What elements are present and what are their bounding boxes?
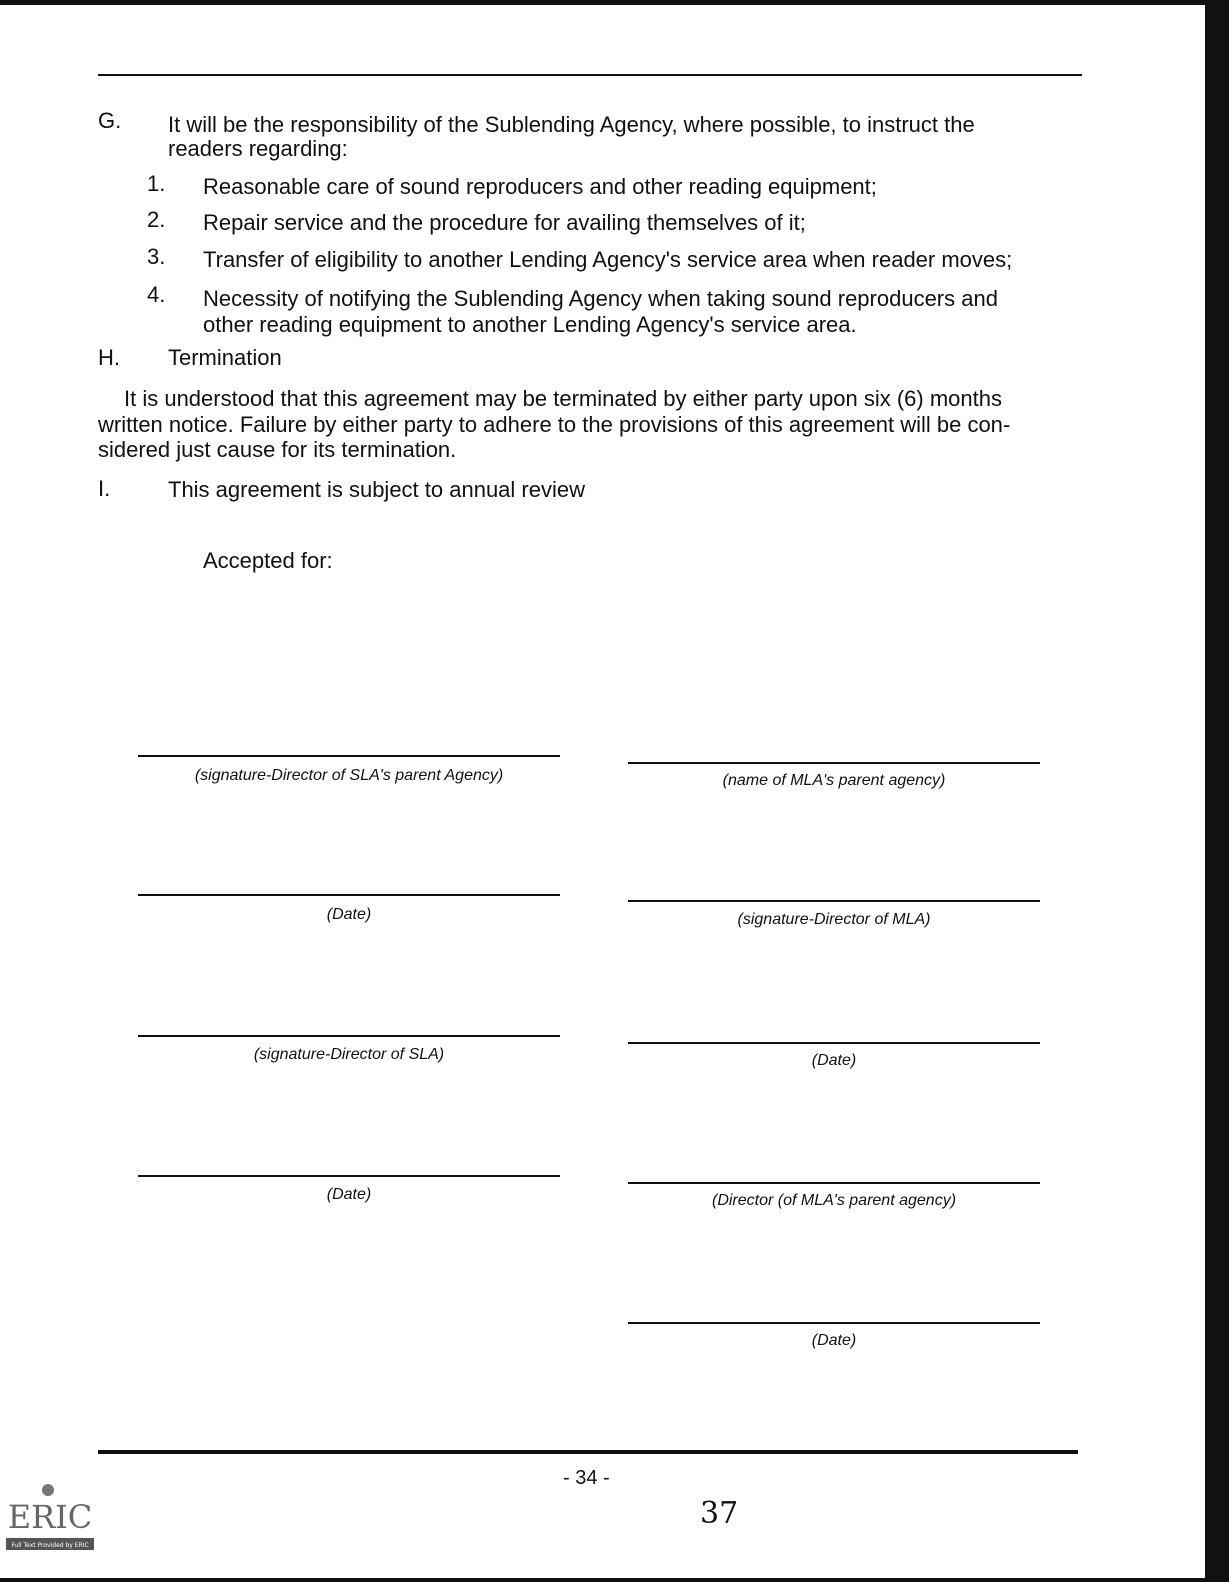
termination-para-line3: sidered just cause for its termination. bbox=[98, 437, 457, 462]
signature-line bbox=[628, 1182, 1040, 1184]
accepted-for-label: Accepted for: bbox=[203, 548, 333, 573]
scan-border-bottom bbox=[0, 1578, 1229, 1582]
eric-logo-icon bbox=[4, 1482, 96, 1558]
date-caption: (Date) bbox=[811, 1052, 857, 1069]
svg-text:Full Text Provided by ERIC: Full Text Provided by ERIC bbox=[11, 1542, 89, 1549]
item-3-text: Transfer of eligibility to another Lending Agency's service area when reader moves; bbox=[203, 247, 1013, 272]
svg-text:ERIC: ERIC bbox=[7, 1498, 93, 1536]
eric-logo bbox=[4, 1482, 96, 1558]
page-number: - 34 - bbox=[563, 1467, 610, 1489]
signature-line bbox=[138, 1175, 560, 1177]
date-caption: (Date) bbox=[811, 1332, 857, 1349]
termination-para-line1: It is understood that this agreement may be terminated by either party upon six (6) months bbox=[124, 386, 1003, 411]
item-4-line1: Necessity of notifying the Sublending Agency when taking sound reproducers and bbox=[203, 286, 998, 311]
mla-parent-director-caption: (Director (of MLA's parent agency) bbox=[711, 1192, 957, 1209]
item-1-text: Reasonable care of sound reproducers and other reading equipment; bbox=[203, 174, 877, 199]
stamp-number: 37 bbox=[700, 1496, 739, 1531]
section-h-heading: Termination bbox=[168, 345, 282, 370]
section-g-line1: It will be the responsibility of the Sublending Agency, where possible, to instruct the bbox=[168, 112, 975, 137]
date-caption: (Date) bbox=[326, 1186, 372, 1203]
section-g-letter: G. bbox=[98, 108, 122, 133]
signature-line bbox=[628, 900, 1040, 902]
date-caption: (Date) bbox=[326, 906, 372, 923]
mla-director-signature-caption: (signature-Director of MLA) bbox=[737, 911, 931, 928]
item-4-line2: other reading equipment to another Lending Agency's service area. bbox=[203, 312, 857, 337]
item-2-number: 2. bbox=[147, 207, 166, 232]
scan-border-top bbox=[0, 0, 1229, 5]
signature-line bbox=[628, 1042, 1040, 1044]
signature-line bbox=[138, 894, 560, 896]
bottom-rule bbox=[98, 1450, 1078, 1454]
signature-line bbox=[628, 1322, 1040, 1324]
section-i-letter: I. bbox=[98, 476, 111, 501]
item-1-number: 1. bbox=[147, 171, 166, 196]
sla-director-signature-caption: (signature-Director of SLA) bbox=[253, 1046, 445, 1063]
mla-parent-agency-name-caption: (name of MLA's parent agency) bbox=[722, 772, 946, 789]
section-i-text: This agreement is subject to annual review bbox=[168, 477, 585, 502]
signature-line bbox=[138, 1035, 560, 1037]
item-4-number: 4. bbox=[147, 282, 166, 307]
top-rule bbox=[98, 74, 1082, 76]
termination-para-line2: written notice. Failure by either party to adhere to the provisions of this agreement will be con- bbox=[98, 412, 1011, 437]
item-3-number: 3. bbox=[147, 244, 166, 269]
section-h-letter: H. bbox=[98, 345, 120, 370]
scan-border-right bbox=[1205, 0, 1229, 1582]
sla-parent-director-signature-caption: (signature-Director of SLA's parent Agency) bbox=[194, 767, 504, 784]
item-2-text: Repair service and the procedure for availing themselves of it; bbox=[203, 210, 806, 235]
section-g-line2: readers regarding: bbox=[168, 136, 348, 161]
signature-line bbox=[138, 755, 560, 757]
signature-line bbox=[628, 762, 1040, 764]
